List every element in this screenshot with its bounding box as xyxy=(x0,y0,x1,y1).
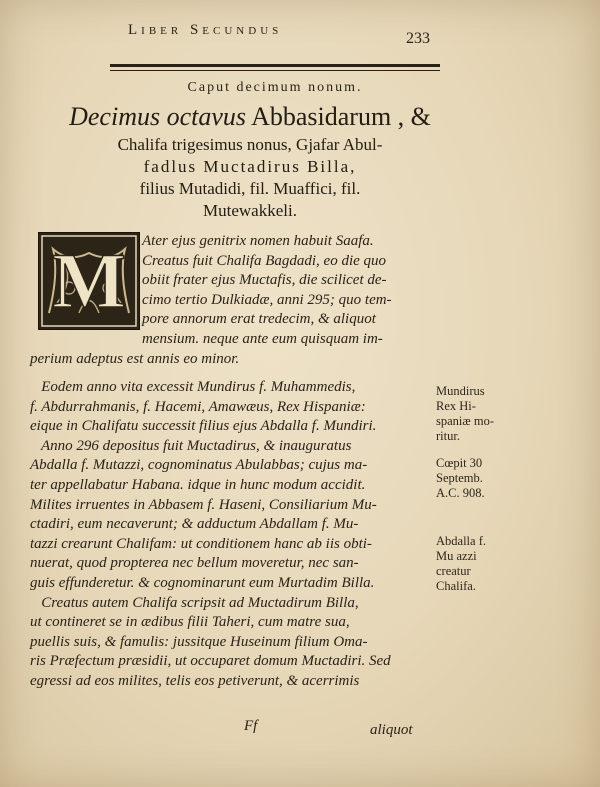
margin-note-line: spaniæ mo- xyxy=(436,414,494,428)
text-line: ut contineret se in ædibus filii Taheri, cum matre sua, xyxy=(30,614,350,631)
chapter-title xyxy=(40,100,460,222)
margin-note-line: Chalifa. xyxy=(436,579,476,593)
catchword: aliquot xyxy=(370,722,413,738)
text-line: obiit frater ejus Muctafis, die scilicet de- xyxy=(142,272,387,289)
margin-note-line: Septemb. xyxy=(436,471,483,485)
text-line: egressi ad eos milites, telis eos petiverunt, & acerrimis xyxy=(30,672,360,689)
text-line: ctadiri, eum necaverunt; & adductum Abdallam f. Mu- xyxy=(30,516,359,533)
margin-note-abdalla xyxy=(436,534,526,594)
signature-mark: Ff xyxy=(244,718,258,734)
text-line: eique in Chalifatu successit filius ejus Abdalla f. Mundiri. xyxy=(30,418,377,435)
text-line: guis effunderetur. & cognominarunt eum Murtadim Billa. xyxy=(30,574,375,591)
title-italic: Decimus octavus xyxy=(69,102,247,131)
title-line-1 xyxy=(40,100,460,134)
text-line: pore annorum erat tredecim, & aliquot xyxy=(142,311,376,328)
header-rule-thin xyxy=(110,70,440,71)
text-line: puellis suis, & famulis: jussitque Huseinum filium Oma- xyxy=(30,633,368,650)
text-line: cimo tertio Dulkiadæ, anni 295; quo tem- xyxy=(142,291,392,308)
title-roman: Abbasidarum , & xyxy=(246,102,431,131)
margin-note-line: creatur xyxy=(436,564,471,578)
text-line: mensium. neque ante eum quisquam im- xyxy=(142,330,383,347)
title-line-5: Mutewakkeli. xyxy=(203,201,297,220)
text-line: Creatus autem Chalifa scripsit ad Muctadirum Billa, xyxy=(30,594,359,611)
initial-letter: M xyxy=(52,237,126,324)
margin-note-date xyxy=(436,456,526,501)
margin-note-line: Mundirus xyxy=(436,384,485,398)
text-line: ter appellabatur Habana. idque in hunc modum accidit. xyxy=(30,476,366,493)
text-line: Abdalla f. Mutazzi, cognominatus Abulabbas; cujus ma- xyxy=(30,457,368,474)
text-line: tazzi crearunt Chalifam: ut conditionem hanc ab iis obti- xyxy=(30,535,372,552)
text-line: f. Abdurrahmanis, f. Hacemi, Amawæus, Rex Hispaniæ: xyxy=(30,398,366,415)
header-rule-thick xyxy=(110,64,440,67)
text-line: ris Præfectum præsidii, ut occuparet domum Muctadiri. Sed xyxy=(30,653,391,670)
text-line: Anno 296 depositus fuit Muctadirus, & inauguratus xyxy=(30,437,352,454)
title-line-2: Chalifa trigesimus nonus, Gjafar Abul- xyxy=(117,135,383,154)
page-number: 233 xyxy=(406,30,430,47)
opening-paragraph xyxy=(30,232,432,369)
margin-note-mundirus xyxy=(436,384,526,444)
title-line-4: filius Mutadidi, fil. Muaffici, fil. xyxy=(139,179,361,198)
running-head: Liber Secundus xyxy=(128,22,283,38)
margin-note-line: Abdalla f. xyxy=(436,534,486,548)
main-text xyxy=(30,378,432,692)
title-line-3: fadlus Muctadirus Billa, xyxy=(143,157,357,176)
text-line: nuerat, quod propterea nec bellum moveretur, nec san- xyxy=(30,555,359,572)
chapter-heading: Caput decimum nonum. xyxy=(187,80,363,95)
margin-note-line: Cœpit 30 xyxy=(436,456,483,470)
text-line: Eodem anno vita excessit Mundirus f. Muhammedis, xyxy=(30,379,356,395)
margin-note-line: ritur. xyxy=(436,429,460,443)
text-line: Milites irruentes in Abbasem f. Haseni, Consiliarium Mu- xyxy=(30,496,377,513)
text-line: Ater ejus genitrix nomen habuit Saafa. xyxy=(142,233,374,249)
margin-note-line: Mu azzi xyxy=(436,549,477,563)
text-line: perium adeptus est annis eo minor. xyxy=(30,350,240,367)
margin-note-line: A.C. 908. xyxy=(436,486,485,500)
text-line: Creatus fuit Chalifa Bagdadi, eo die quo xyxy=(142,252,387,269)
margin-note-line: Rex Hi- xyxy=(436,399,476,413)
